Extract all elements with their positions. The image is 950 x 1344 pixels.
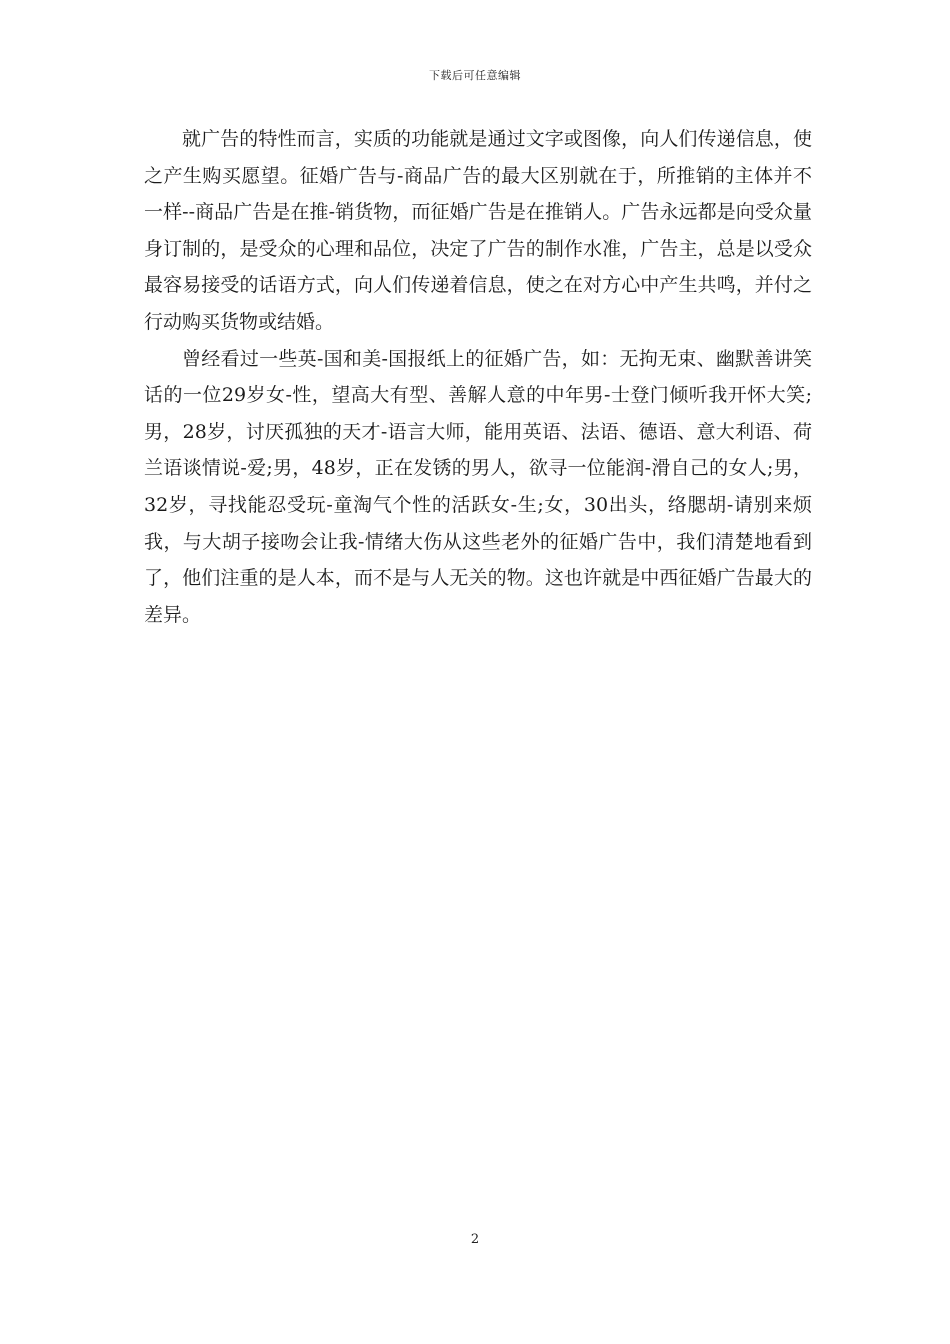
page-header: 下载后可任意编辑 — [429, 69, 521, 82]
page-number: 2 — [470, 1232, 480, 1247]
paragraph-1: 就广告的特性而言，实质的功能就是通过文字或图像，向人们传递信息，使之产生购买愿望。征婚广告与-商品广告的最大区别就在于，所推销的主体并不一样--商品广告是在推-销货物，而征婚广告是在推销人。广告永远都是向受众量身订制的，是受众的心理和品位，决定了广告的制作水准，广告主，总是以受众最容易接受的话语方式，向人们传递着信息，使之在对方心中产生共鸣，并付之行动购买货物或结婚。 — [144, 128, 812, 333]
document-body — [144, 121, 812, 633]
paragraph-2: 曾经看过一些英-国和美-国报纸上的征婚广告，如：无拘无束、幽默善讲笑话的一位29岁女-性，望高大有型、善解人意的中年男-士登门倾听我开怀大笑;男，28岁，讨厌孤独的天才-语言大师，能用英语、法语、德语、意大利语、荷兰语谈情说-爱;男，48岁，正在发锈的男人，欲寻一位能润-滑自己的女人;男，32岁，寻找能忍受玩-童淘气个性的活跃女-生;女，30出头，络腮胡-请别来烦我，与大胡子接吻会让我-情绪大伤从这些老外的征婚广告中，我们清楚地看到了，他们注重的是人本，而不是与人无关的物。这也许就是中西征婚广告最大的差异。 — [144, 347, 812, 626]
